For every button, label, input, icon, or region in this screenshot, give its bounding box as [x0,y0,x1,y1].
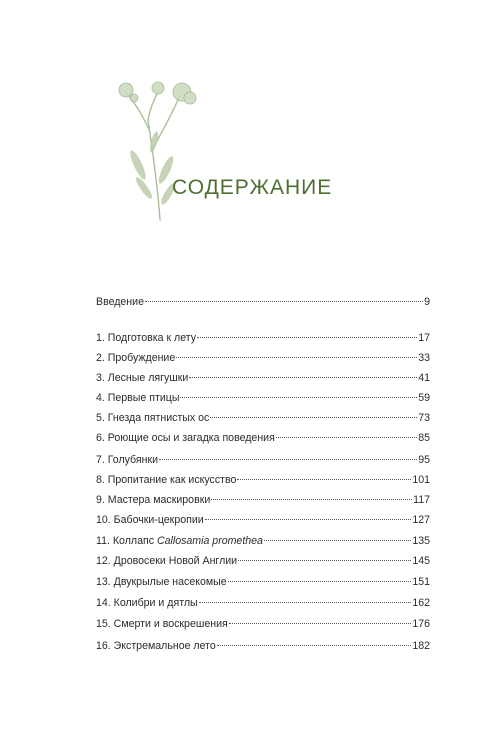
toc-entry-title: 5. Гнезда пятнистых ос [96,412,210,424]
toc-entry-title: 2. Пробуждение [96,352,176,364]
dot-leader [217,645,412,646]
toc-entry-title: 8. Пропитание как искусство [96,474,237,486]
toc-entry-title: 14. Колибри и дятлы [96,597,198,609]
toc-entry-title: 9. Мастера маскировки [96,494,211,506]
toc-entry-title: 4. Первые птицы [96,392,180,404]
toc-entry-page-number: 176 [412,618,430,630]
toc-entry-page-number: 17 [418,332,430,344]
dot-leader [238,560,411,561]
toc-entry-title [96,535,263,548]
dot-leader [205,519,412,520]
dot-leader [189,377,417,378]
dot-leader [237,479,411,480]
toc-entry[interactable] [96,332,430,345]
dot-leader [159,459,417,460]
dot-leader [199,602,412,603]
dot-leader [264,540,411,541]
toc-entry-title: 12. Дровосеки Новой Англии [96,555,238,567]
dot-leader [229,623,412,624]
toc-entry-title: 3. Лесные лягушки [96,372,189,384]
dot-leader [211,499,412,500]
toc-entry[interactable] [96,352,430,365]
toc-entry[interactable] [96,372,430,385]
toc-entry-page-number: 85 [418,432,430,444]
dot-leader [210,417,417,418]
toc-entry[interactable] [96,535,430,548]
toc-entry[interactable] [96,454,430,467]
toc-entry-page-number: 145 [412,555,430,567]
toc-entry[interactable] [96,640,430,653]
dot-leader [228,581,412,582]
dot-leader [276,437,417,438]
dot-leader [176,357,417,358]
toc-entry-page-number: 59 [418,392,430,404]
toc-entry[interactable] [96,555,430,568]
contents-heading: СОДЕРЖАНИЕ [172,176,333,199]
toc-entry[interactable] [96,412,430,425]
toc-entry-page-number: 33 [418,352,430,364]
toc-entry[interactable] [96,474,430,487]
toc-entry-title-prefix: 11. Коллапс [96,535,157,547]
toc-entry-page-number: 182 [412,640,430,652]
toc-entry[interactable] [96,597,430,610]
toc-entry[interactable] [96,494,430,507]
toc-entry-title-italic: Callosamia promethea [156,535,263,547]
toc-entry-page-number: 73 [418,412,430,424]
toc-entry-page-number: 101 [412,474,430,486]
dot-leader [145,301,423,302]
toc-entry-title: 7. Голубянки [96,454,159,466]
toc-entry[interactable] [96,392,430,405]
toc-entry-page-number: 135 [412,535,430,547]
toc-entry-title: 13. Двукрылые насекомые [96,576,227,588]
toc-entry[interactable] [96,514,430,527]
toc-entry[interactable] [96,432,430,445]
toc-entry[interactable] [96,296,430,309]
toc-entry-page-number: 151 [412,576,430,588]
toc-entry[interactable] [96,618,430,631]
toc-entry-title: 16. Экстремальное лето [96,640,216,652]
toc-entry-title: 6. Роющие осы и загадка поведения [96,432,275,444]
toc-entry[interactable] [96,576,430,589]
dot-leader [197,337,417,338]
toc-entry-title: 1. Подготовка к лету [96,332,197,344]
toc-entry-page-number: 95 [418,454,430,466]
toc-entry-page-number: 41 [418,372,430,384]
toc-entry-title: 10. Бабочки-цекропии [96,514,204,526]
toc-entry-title: Введение [96,296,144,308]
toc-entry-page-number: 127 [412,514,430,526]
toc-entry-title: 15. Смерти и воскрешения [96,618,228,630]
toc-entry-page-number: 9 [424,296,430,308]
toc-entry-page-number: 117 [413,494,430,506]
dot-leader [180,397,417,398]
wildflower-sprig-illustration-icon [108,70,218,230]
toc-entry-page-number: 162 [412,597,430,609]
